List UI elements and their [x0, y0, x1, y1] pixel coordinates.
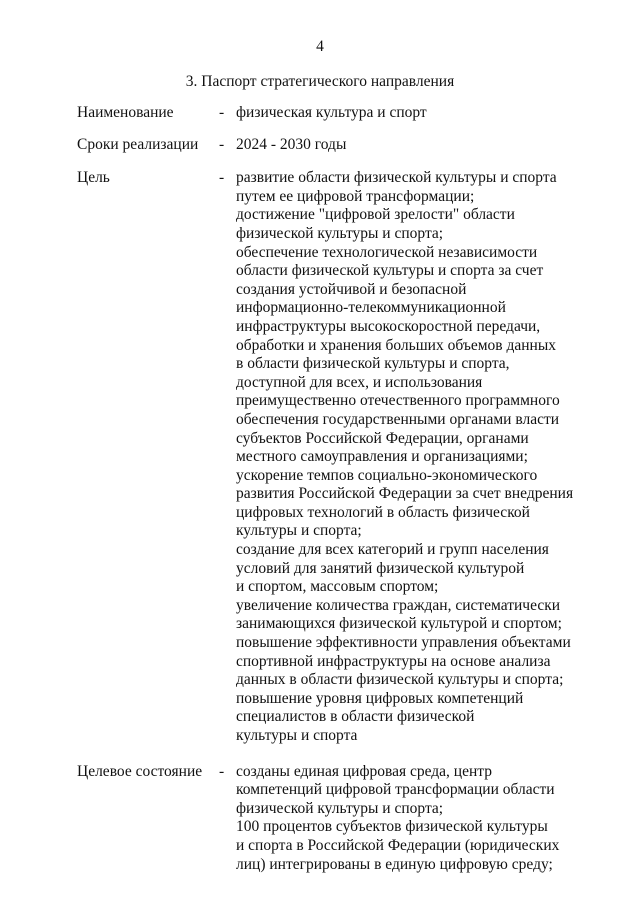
content-line: обеспечение технологической независимости [236, 243, 538, 261]
row-content [236, 763, 597, 875]
content-line: созданы единая цифровая среда, центр [236, 762, 492, 780]
section-title: 3. Паспорт стратегического направления [185, 73, 455, 90]
passport-table [77, 104, 597, 874]
content-line: специалистов в области физической [236, 708, 475, 726]
dash-separator: - [219, 169, 225, 187]
content-line: и спорта в Российской Федерации (юридических [236, 836, 560, 854]
content-line: условий для занятий физической культурой [236, 559, 525, 577]
content-line: спортивной инфраструктуры на основе анализа [236, 652, 551, 670]
content-line: местного самоуправления и организациями; [236, 448, 528, 466]
content-line: развития Российской Федерации за счет внедрения [236, 485, 574, 503]
row-label: Целевое состояние [77, 762, 203, 780]
content-line: и спортом, массовым спортом; [236, 578, 439, 596]
content-line: культуры и спорта [236, 727, 358, 744]
content-line: создание для всех категорий и групп населения [236, 541, 549, 559]
content-line: ускорение темпов социально-экономического [236, 466, 538, 484]
content-line: данных в области физической культуры и спорта; [236, 671, 564, 689]
row-label: Цель [77, 169, 110, 187]
content-line: занимающихся физической культурой и спортом; [236, 615, 562, 633]
content-line: создания устойчивой и безопасной [236, 280, 467, 298]
content-line: обработки и хранения больших объемов данных [236, 336, 556, 354]
content-line: в области физической культуры и спорта, [236, 355, 510, 373]
dash-separator: - [219, 135, 225, 153]
content-line: информационно-телекоммуникационной [236, 299, 506, 317]
content-line: достижение "цифровой зрелости" области [236, 206, 515, 224]
content-line: увеличение количества граждан, систематически [236, 596, 561, 614]
content-line: повышение уровня цифровых компетенций [236, 689, 524, 707]
content-line: лиц) интегрированы в единую цифровую среду; [236, 855, 553, 873]
content-line: путем ее цифровой трансформации; [236, 187, 475, 205]
row-content [236, 104, 597, 123]
row-period [77, 136, 597, 155]
row-goal [77, 169, 597, 745]
content-line: физической культуры и спорта; [236, 799, 444, 817]
row-label: Сроки реализации [77, 135, 199, 153]
content-line: развитие области физической культуры и спорта [236, 169, 557, 187]
content-line: инфраструктуры высокоскоростной передачи, [236, 317, 541, 335]
row-content [236, 136, 597, 155]
page-number: 4 [316, 38, 324, 55]
content-line: доступной для всех, и использования [236, 373, 483, 391]
content-line: физическая культура и спорт [236, 104, 427, 121]
dash-separator: - [219, 762, 225, 780]
content-line: культуры и спорта; [236, 522, 362, 540]
row-content [236, 169, 597, 745]
content-line: компетенций цифровой трансформации области [236, 781, 555, 799]
row-name [77, 104, 597, 123]
content-line: субъектов Российской Федерации, органами [236, 429, 529, 447]
content-line: области физической культуры и спорта за счет [236, 262, 544, 280]
dash-separator: - [219, 104, 225, 121]
content-line: 2024 - 2030 годы [236, 135, 347, 153]
row-label: Наименование [77, 104, 174, 121]
content-line: обеспечения государственными органами власти [236, 410, 560, 428]
content-line: повышение эффективности управления объектами [236, 634, 571, 652]
content-line: цифровых технологий в область физической [236, 503, 530, 521]
content-line: 100 процентов субъектов физической культуры [236, 818, 548, 836]
content-line: преимущественно отечественного программного [236, 392, 560, 410]
row-target-state [77, 763, 597, 875]
content-line: физической культуры и спорта; [236, 224, 444, 242]
